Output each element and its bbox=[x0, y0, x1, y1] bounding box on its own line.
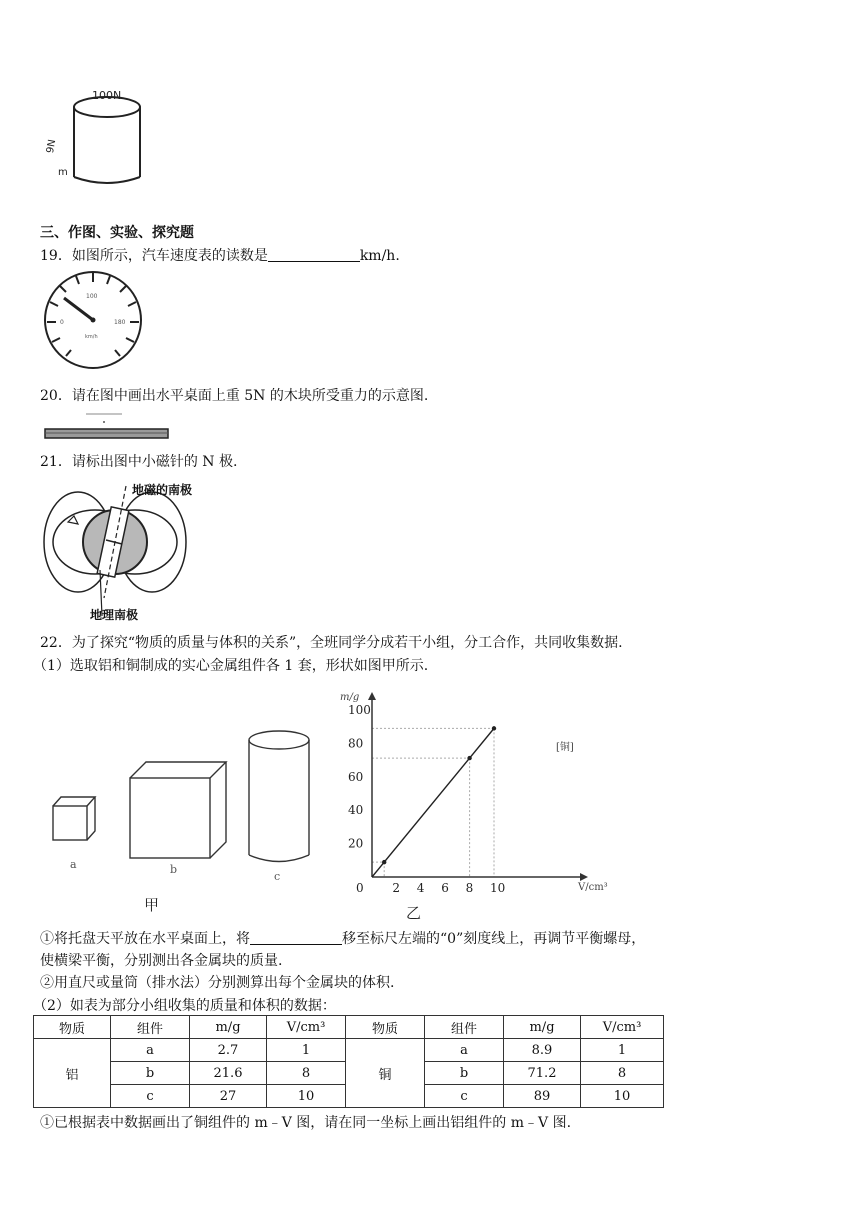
x-axis-label: V/cm³ bbox=[578, 882, 608, 893]
x-tick-label: 2 bbox=[392, 881, 401, 895]
cylinder-label-side: 9N bbox=[45, 138, 59, 155]
metal-shapes-figure bbox=[44, 730, 334, 920]
table-cell: 8 bbox=[267, 1062, 346, 1085]
q22-part1: （1）选取铝和铜制成的实心金属组件各 1 套，形状如图甲所示. bbox=[33, 658, 429, 674]
data-point bbox=[467, 756, 471, 760]
y-axis-arrow bbox=[368, 692, 376, 700]
table-cell: b bbox=[111, 1062, 190, 1085]
y-tick-label: 80 bbox=[348, 736, 364, 751]
cylinder-figure bbox=[40, 85, 170, 195]
gauge-tick-left: 0 bbox=[60, 319, 64, 326]
figure-label-jia: 甲 bbox=[144, 896, 160, 914]
mass-volume-table bbox=[33, 1015, 664, 1108]
gauge-unit: km/h bbox=[85, 334, 98, 340]
table-cell: a bbox=[425, 1039, 504, 1062]
q19-text-before: 如图所示，汽车速度表的读数是 bbox=[71, 248, 268, 264]
q22-step1-after: 移至标尺左端的“0”刻度线上，再调节平衡螺母， bbox=[342, 931, 646, 947]
figure-label-yi: 乙 bbox=[406, 904, 422, 922]
th-volume-right: V/cm³ bbox=[581, 1016, 664, 1039]
table-cell: 89 bbox=[504, 1085, 581, 1108]
table-header-row bbox=[34, 1016, 664, 1039]
data-point bbox=[492, 726, 496, 730]
y-tick-label: 40 bbox=[348, 803, 364, 818]
x-tick-label: 4 bbox=[416, 881, 425, 895]
origin-label: 0 bbox=[356, 881, 364, 895]
shape-label-a: a bbox=[70, 858, 77, 871]
cell-material-aluminum: 铝 bbox=[34, 1039, 111, 1108]
table-cell: 10 bbox=[581, 1085, 664, 1108]
y-axis-label: m/g bbox=[340, 692, 360, 703]
y-tick-label: 100 bbox=[348, 703, 371, 717]
label-geomagnetic-south: 地磁的南极 bbox=[132, 483, 193, 497]
q19-text bbox=[40, 245, 400, 265]
q22-step1 bbox=[40, 928, 645, 948]
th-mass-right: m/g bbox=[504, 1016, 581, 1039]
q20-number: 20． bbox=[40, 388, 72, 404]
table-row bbox=[34, 1039, 664, 1062]
cylinder-label-top: 100N bbox=[92, 89, 122, 102]
table-with-block bbox=[44, 410, 174, 442]
gauge-tick-right: 180 bbox=[114, 319, 126, 326]
table-cell: 71.2 bbox=[504, 1062, 581, 1085]
x-tick-label: 6 bbox=[441, 881, 449, 895]
q19-text-after: km/h. bbox=[359, 248, 400, 264]
th-material-left: 物质 bbox=[34, 1016, 111, 1039]
data-point bbox=[382, 860, 386, 864]
cell-material-copper: 铜 bbox=[346, 1039, 425, 1108]
table-cell: c bbox=[111, 1085, 190, 1108]
q21-body: 请标出图中小磁针的 N 极. bbox=[71, 454, 238, 470]
table-cell: 10 bbox=[267, 1085, 346, 1108]
section-heading: 三、作图、实验、探究题 bbox=[40, 225, 194, 241]
th-material-right: 物质 bbox=[346, 1016, 425, 1039]
th-volume-left: V/cm³ bbox=[267, 1016, 346, 1039]
table-cell: c bbox=[425, 1085, 504, 1108]
table-cell: 8 bbox=[581, 1062, 664, 1085]
y-tick-label: 60 bbox=[348, 769, 364, 784]
gauge-tick-100: 100 bbox=[86, 293, 98, 300]
mass-volume-chart bbox=[330, 690, 630, 925]
q22-intro bbox=[40, 632, 623, 652]
x-tick-label: 10 bbox=[490, 881, 506, 895]
q22-number: 22． bbox=[40, 635, 72, 651]
q22-last-line: ①已根据表中数据画出了铜组件的 m﹣V 图，请在同一坐标上画出铝组件的 m﹣V 图. bbox=[40, 1115, 572, 1131]
shape-label-c: c bbox=[274, 870, 281, 883]
q20-body: 请在图中画出水平桌面上重 5N 的木块所受重力的示意图. bbox=[71, 388, 429, 404]
q22-step1-before: ①将托盘天平放在水平桌面上，将 bbox=[40, 931, 250, 947]
x-tick-label: 8 bbox=[465, 881, 474, 895]
q22-intro-text: 为了探究“物质的质量与体积的关系”，全班同学分成若干小组，分工合作，共同收集数据. bbox=[71, 635, 623, 651]
q21-number: 21． bbox=[40, 454, 72, 470]
q22-step1-blank[interactable] bbox=[250, 930, 342, 945]
table-cell: 1 bbox=[581, 1039, 664, 1062]
y-tick-label: 20 bbox=[348, 836, 364, 851]
x-axis-arrow bbox=[580, 873, 588, 881]
th-part-right: 组件 bbox=[425, 1016, 504, 1039]
table-cell: 21.6 bbox=[190, 1062, 267, 1085]
th-part-left: 组件 bbox=[111, 1016, 190, 1039]
q19-answer-blank[interactable] bbox=[268, 247, 360, 262]
series-line bbox=[372, 728, 494, 877]
table-cell: 2.7 bbox=[190, 1039, 267, 1062]
table-cell: 1 bbox=[267, 1039, 346, 1062]
series-label: [铜] bbox=[556, 742, 574, 753]
table-cell: 27 bbox=[190, 1085, 267, 1108]
earth-magnetic-field bbox=[40, 478, 230, 623]
q19-number: 19． bbox=[40, 248, 72, 264]
shape-label-b: b bbox=[170, 863, 178, 876]
q22-step1-line2: 使横梁平衡，分别测出各金属块的质量. bbox=[40, 953, 283, 969]
table-cell: 8.9 bbox=[504, 1039, 581, 1062]
q22-part2: （2）如表为部分小组收集的质量和体积的数据： bbox=[33, 998, 336, 1014]
table-cell: b bbox=[425, 1062, 504, 1085]
chart-series bbox=[372, 726, 496, 877]
speedometer bbox=[40, 270, 150, 370]
table-cell: a bbox=[111, 1039, 190, 1062]
label-geographic-south: 地理南极 bbox=[90, 608, 139, 622]
q21-text bbox=[40, 451, 237, 471]
th-mass-left: m/g bbox=[190, 1016, 267, 1039]
q20-text bbox=[40, 385, 428, 405]
cylinder-label-bottom: m bbox=[58, 167, 68, 178]
q22-step2: ②用直尺或量筒（排水法）分别测算出每个金属块的体积. bbox=[40, 975, 395, 991]
